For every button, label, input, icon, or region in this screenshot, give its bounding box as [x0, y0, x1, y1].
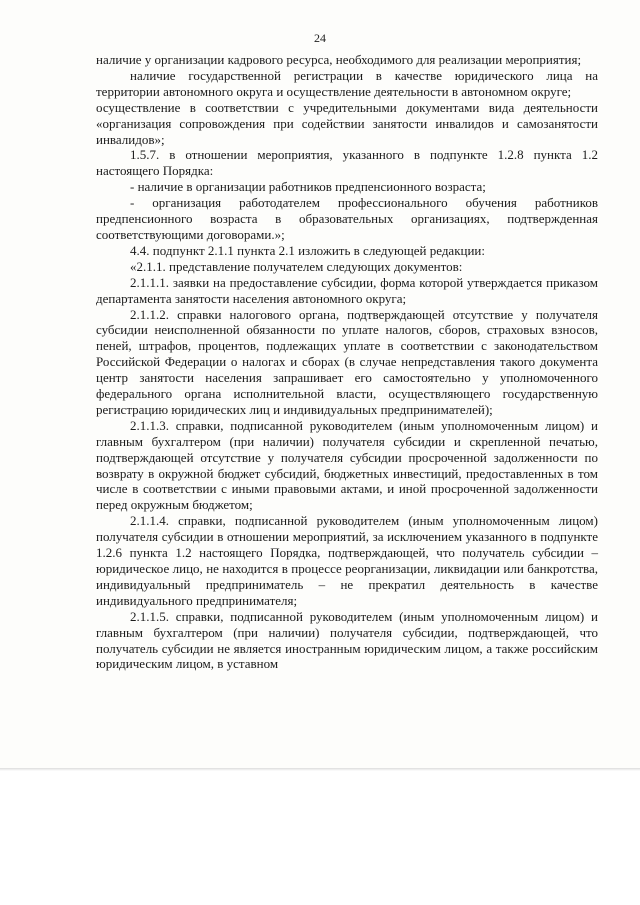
paragraph: «2.1.1. представление получателем следующих документов: [130, 258, 463, 274]
paragraph: наличие у организации кадрового ресурса, необходимого для реализации мероприятия; [96, 52, 582, 67]
paragraph: 1.5.7. в отношении мероприятия, указанного в подпункте 1.2.8 пункта 1.2 настоящего Порядка: [96, 147, 598, 179]
page-edge [0, 768, 640, 771]
paragraph: 2.1.1.3. справки, подписанной руководителем (иным уполномоченным лицом) и главным бухгалтером (при наличии) получателя субсидии и скрепленной печатью, подтверждающей отсутствие у получателя субсидии просроченной задолженности по возврату в окружной бюджет субсидий, бюджетных инвестиций, предоставленных в том числе в соответствии с иными правовыми актами, и иной просроченной задолженности перед окружным бюджетом; [96, 417, 598, 513]
paragraph: - наличие в организации работников предпенсионного возраста; [130, 179, 486, 195]
paragraph: 4.4. подпункт 2.1.1 пункта 2.1 изложить в следующей редакции: [130, 242, 485, 258]
document-body [96, 52, 598, 672]
paragraph: 2.1.1.5. справки, подписанной руководителем (иным уполномоченным лицом) и главным бухгалтером (при наличии) получателя субсидии, подтверждающей, что получатель субсидии не является иностранным юридическим лицом, а также российским юридическим лицом, в уставном [96, 608, 598, 672]
paragraph: 2.1.1.4. справки, подписанной руководителем (иным уполномоченным лицом) получателя субсидии в отношении мероприятий, за исключением указанного в подпункте 1.2.6 пункта 1.2 настоящего Порядка, подтверждающей, что получатель субсидии – юридическое лицо, не находится в процессе реорганизации, ликвидации или банкротства, индивидуальный предприниматель – не прекратил деятельность в качестве индивидуального предпринимателя; [96, 513, 598, 608]
paragraph: 2.1.1.1. заявки на предоставление субсидии, форма которой утверждается приказом департамента занятости населения автономного округа; [96, 274, 598, 306]
paragraph: - организация работодателем профессионального обучения работников предпенсионного возраста в образовательных организациях, подтвержденная соответствующими договорами.»; [96, 195, 598, 242]
paragraph: 2.1.1.2. справки налогового органа, подтверждающей отсутствие у получателя субсидии неисполненной обязанности по уплате налогов, сборов, страховых взносов, пеней, штрафов, процентов, подлежащих уплате в соответствии с законодательством Российской Федерации о налогах и сборах (в случае непредставления такого документа центр занятости населения запрашивает его самостоятельно у уполномоченного федерального органа исполнительной власти, осуществляющего государственную регистрацию юридических лиц и индивидуальных предпринимателей); [96, 306, 598, 417]
paragraph: осуществление в соответствии с учредительными документами вида деятельности «организация сопровождения при содействии занятости инвалидов и самозанятости инвалидов»; [96, 99, 598, 147]
paragraph: наличие государственной регистрации в качестве юридического лица на территории автономного округа и осуществление деятельности в автономном округе; [96, 67, 598, 99]
page-number: 24 [314, 31, 326, 45]
